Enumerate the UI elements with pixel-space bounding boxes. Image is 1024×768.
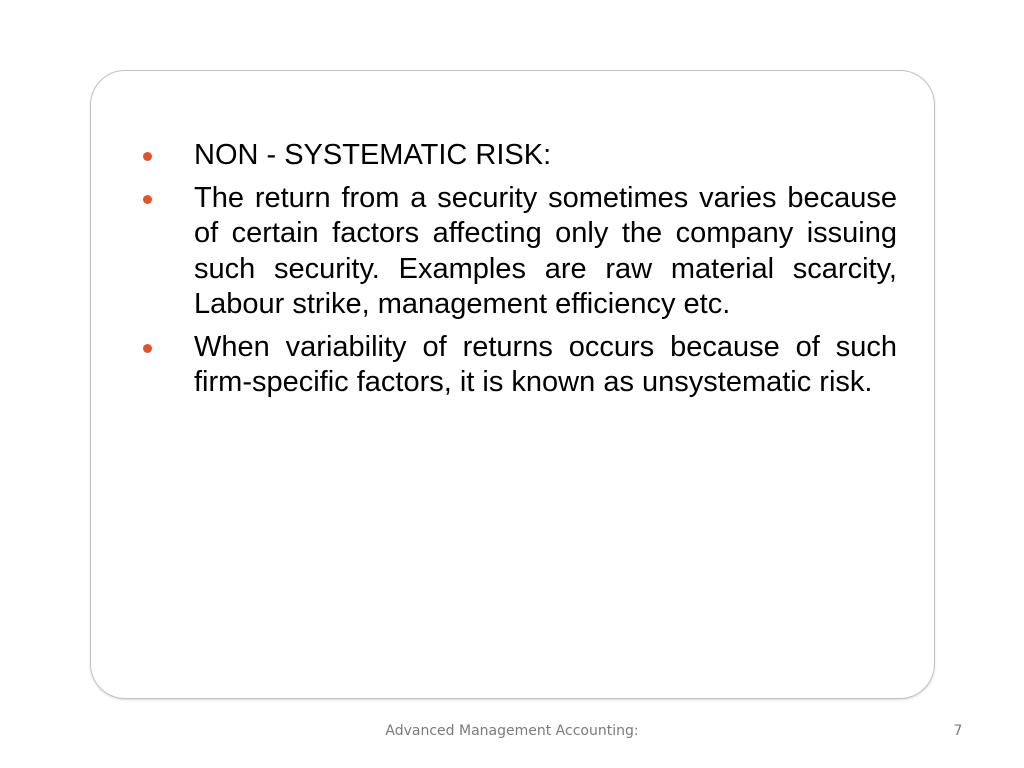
bullet-item-conclusion [134,330,897,401]
bullet-text: The return from a security sometimes varies because of certain factors affecting only the company issuing such security. Examples are raw material scarcity, Labour strike, management efficiency etc. [194,181,897,320]
bullet-text: NON - SYSTEMATIC RISK: [194,139,552,171]
bullet-dot-icon [143,195,152,204]
bullet-item-heading [134,138,897,174]
footer-title: Advanced Management Accounting: [385,723,639,739]
bullet-item-definition [134,181,897,323]
bullet-dot-icon [143,152,152,161]
bullet-text: When variability of returns occurs because of such firm-specific factors, it is known as unsystematic risk. [194,330,897,398]
bullet-dot-icon [143,344,152,353]
page-number: 7 [953,723,963,739]
bullet-list [134,138,897,408]
